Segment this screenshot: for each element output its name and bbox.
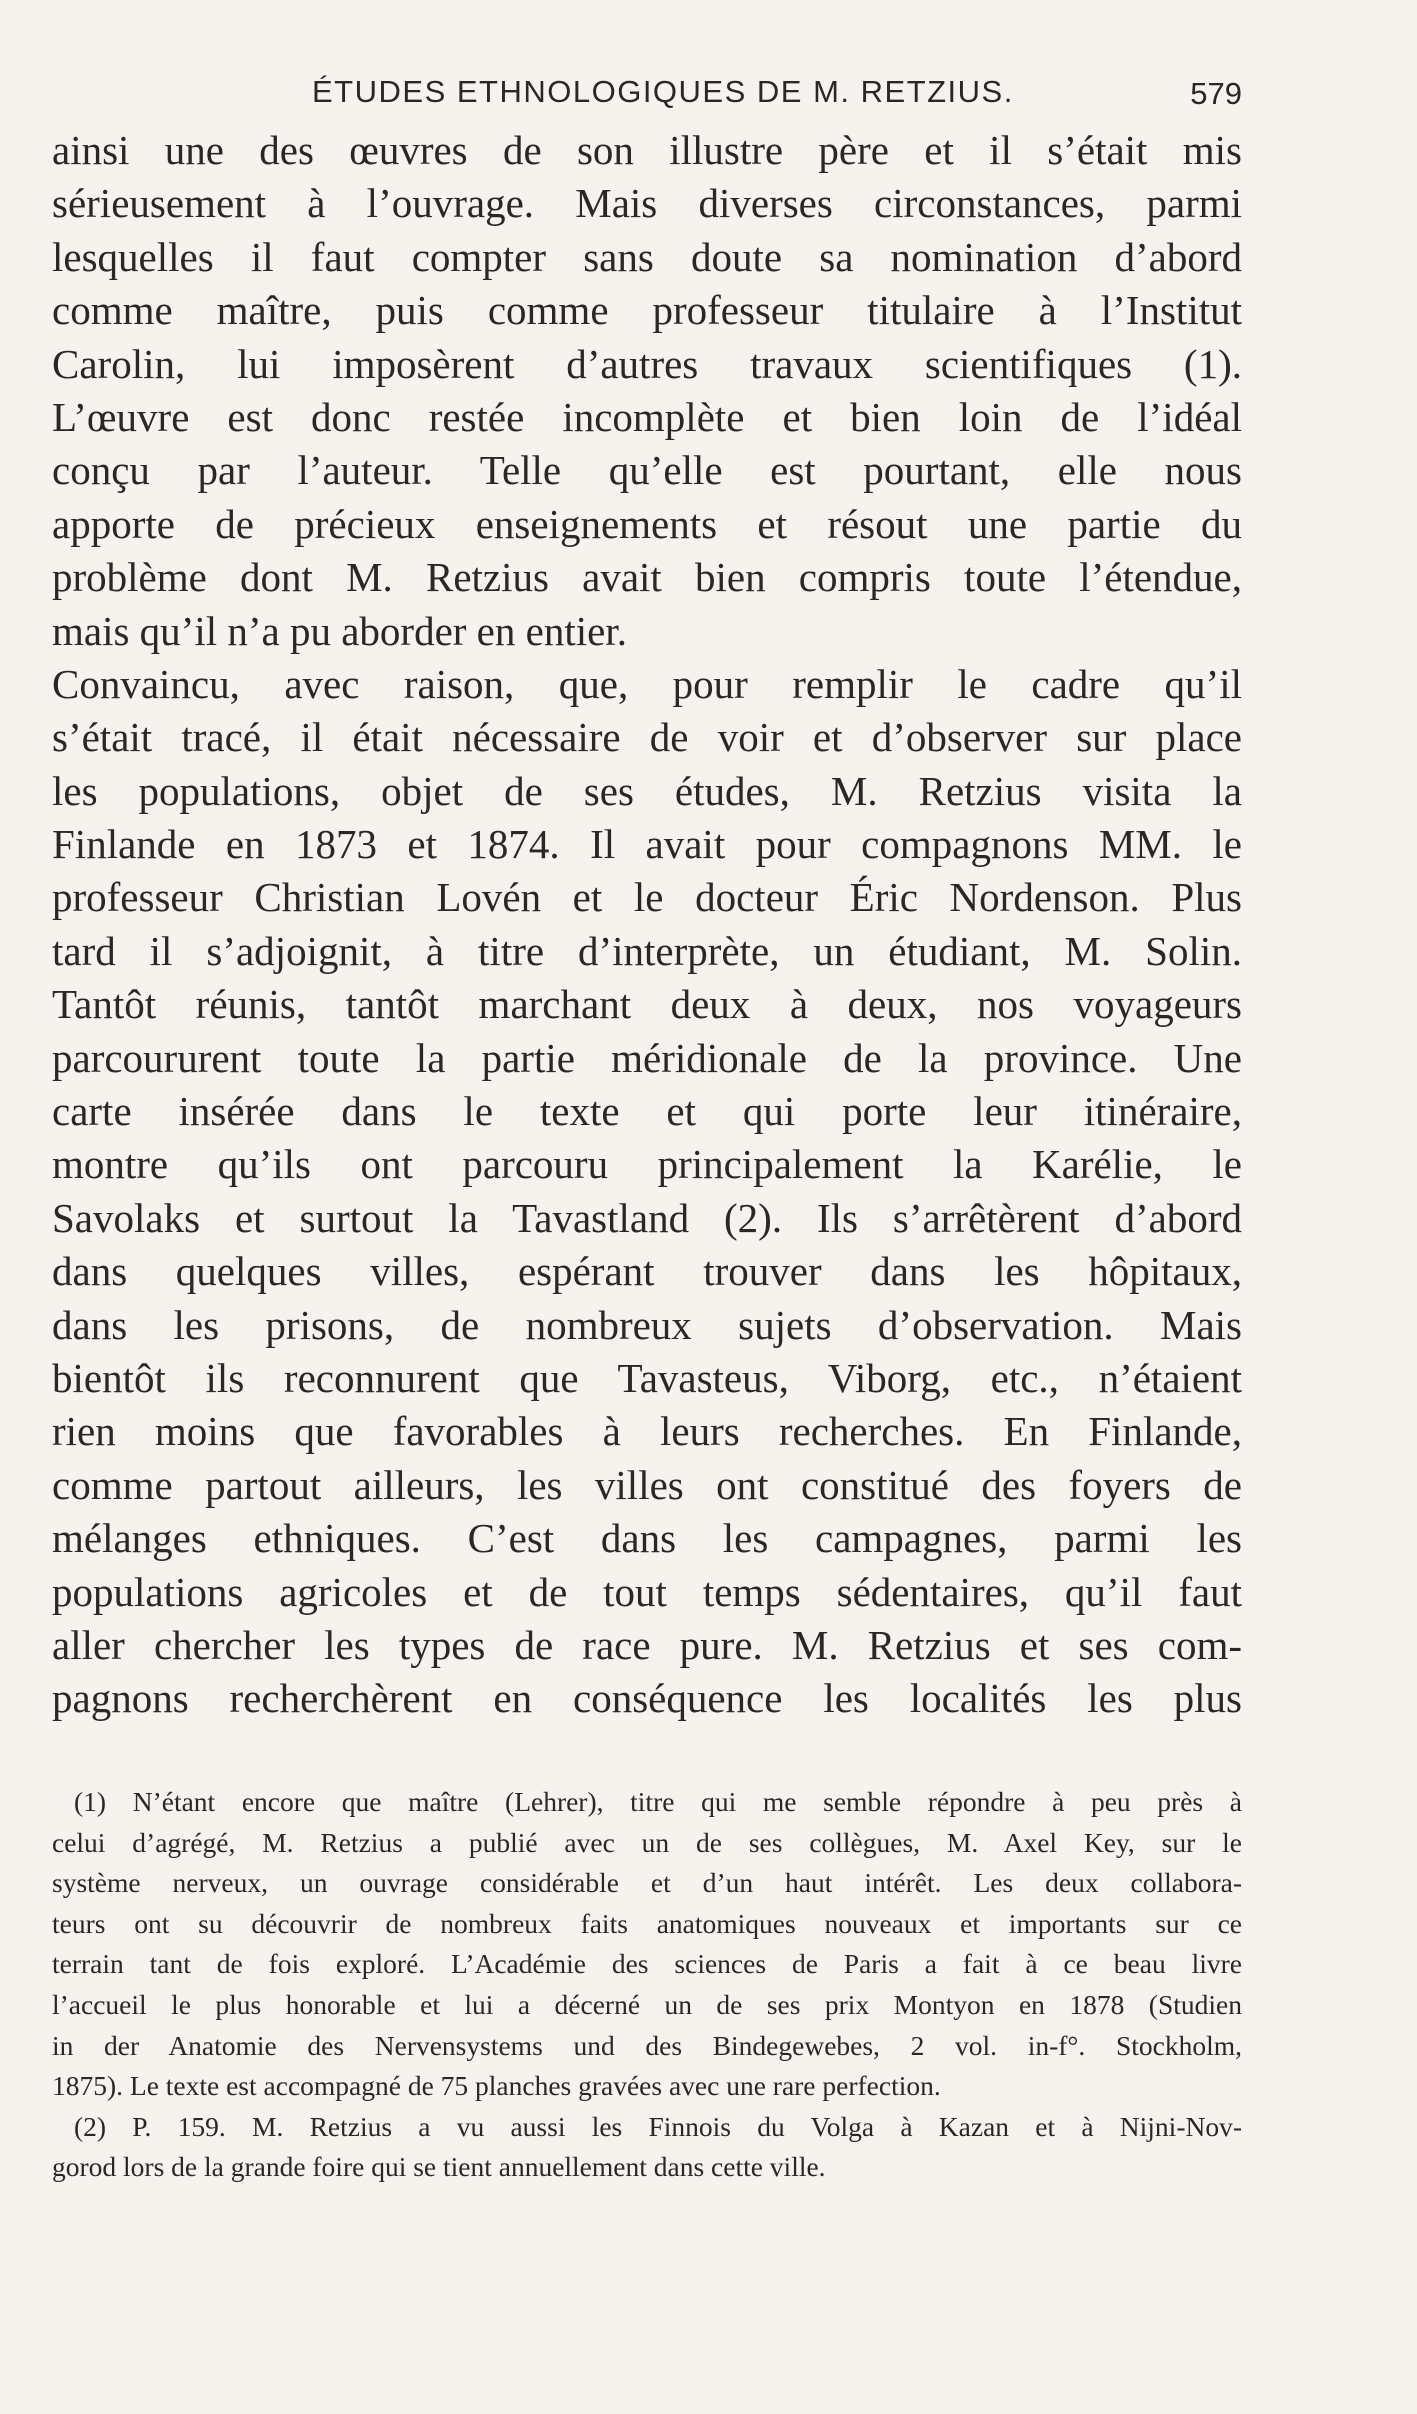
text-line: professeur Christian Lovén et le docteur Éric Nordenson. Plus: [52, 874, 1242, 921]
text-line: lesquelles il faut compter sans doute sa nomination d’abord: [52, 233, 1242, 280]
text-line: s’était tracé, il était nécessaire de voir et d’observer sur place: [52, 714, 1242, 761]
running-header: [52, 74, 1242, 124]
footnote-2-line: (2) P. 159. M. Retzius a vu aussi les Finnois du Volga à Kazan et à Nijni-Nov-: [74, 2110, 1242, 2142]
text-line: L’œuvre est donc restée incomplète et bien loin de l’idéal: [52, 393, 1242, 440]
text-line: sérieusement à l’ouvrage. Mais diverses circonstances, parmi: [52, 180, 1242, 227]
text-line: mais qu’il n’a pu aborder en entier.: [52, 607, 627, 654]
text-line: mélanges ethniques. C’est dans les campagnes, parmi les: [52, 1515, 1242, 1562]
footnote-2-line: gorod lors de la grande foire qui se tient annuellement dans cette ville.: [52, 2151, 826, 2183]
text-line: carte insérée dans le texte et qui porte leur itinéraire,: [52, 1088, 1242, 1135]
paragraph-start-line: Convaincu, avec raison, que, pour remplir le cadre qu’il: [52, 660, 1242, 707]
text-line: parcoururent toute la partie méridionale de la province. Une: [52, 1034, 1242, 1081]
text-line: pagnons recherchèrent en conséquence les localités les plus: [52, 1675, 1242, 1722]
text-line: les populations, objet de ses études, M. Retzius visita la: [52, 767, 1242, 814]
footnote-1-line: terrain tant de fois exploré. L’Académie des sciences de Paris a fait à ce beau livre: [52, 1948, 1242, 1980]
text-line: apporte de précieux enseignements et résout une partie du: [52, 500, 1242, 547]
footnote-1-line: (1) N’étant encore que maître (Lehrer), titre qui me semble répondre à peu près à: [74, 1786, 1242, 1817]
text-line: bientôt ils reconnurent que Tavasteus, Viborg, etc., n’étaient: [52, 1354, 1242, 1401]
footnote-1-line: in der Anatomie des Nervensystems und des Bindegewebes, 2 vol. in-f°. Stockholm,: [52, 2029, 1242, 2061]
text-line: populations agricoles et de tout temps sédentaires, qu’il faut: [52, 1568, 1242, 1615]
text-line: dans quelques villes, espérant trouver dans les hôpitaux,: [52, 1248, 1242, 1295]
text-line: conçu par l’auteur. Telle qu’elle est pourtant, elle nous: [52, 447, 1242, 494]
text-line: Finlande en 1873 et 1874. Il avait pour compagnons MM. le: [52, 821, 1242, 868]
footnotes: [52, 1782, 1242, 2188]
footnote-1-line: teurs ont su découvrir de nombreux faits anatomiques nouveaux et importants sur ce: [52, 1907, 1242, 1939]
text-line: rien moins que favorables à leurs recherches. En Finlande,: [52, 1408, 1242, 1455]
text-line: comme partout ailleurs, les villes ont constitué des foyers de: [52, 1461, 1242, 1508]
text-line: Tantôt réunis, tantôt marchant deux à deux, nos voyageurs: [52, 981, 1242, 1028]
text-line: dans les prisons, de nombreux sujets d’observation. Mais: [52, 1301, 1242, 1348]
text-line: problème dont M. Retzius avait bien compris toute l’étendue,: [52, 554, 1242, 601]
text-line: montre qu’ils ont parcouru principalement la Karélie, le: [52, 1141, 1242, 1188]
text-line: Savolaks et surtout la Tavastland (2). Ils s’arrêtèrent d’abord: [52, 1194, 1242, 1241]
footnote-1-line: système nerveux, un ouvrage considérable et d’un haut intérêt. Les deux collabora-: [52, 1867, 1242, 1899]
page-number: 579: [1190, 76, 1242, 111]
text-line: aller chercher les types de race pure. M. Retzius et ses com-: [52, 1621, 1242, 1668]
main-text: [52, 124, 1242, 1726]
footnote-1-line: celui d’agrégé, M. Retzius a publié avec un de ses collègues, M. Axel Key, sur le: [52, 1826, 1242, 1858]
footnote-1-line: 1875). Le texte est accompagné de 75 planches gravées avec une rare perfection.: [52, 2070, 941, 2102]
text-line: tard il s’adjoignit, à titre d’interprète, un étudiant, M. Solin.: [52, 927, 1242, 974]
text-line: ainsi une des œuvres de son illustre père et il s’était mis: [52, 127, 1242, 173]
footnote-1-line: l’accueil le plus honorable et lui a décerné un de ses prix Montyon en 1878 (Studien: [52, 1988, 1242, 2020]
text-line: comme maître, puis comme professeur titulaire à l’Institut: [52, 287, 1242, 334]
text-line: Carolin, lui imposèrent d’autres travaux scientifiques (1).: [52, 340, 1242, 387]
running-title: ÉTUDES ETHNOLOGIQUES DE M. RETZIUS.: [312, 74, 1014, 109]
